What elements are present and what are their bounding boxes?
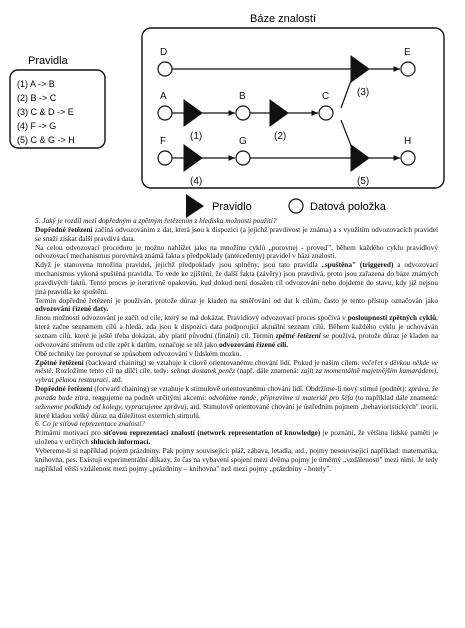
paragraph-text: (forward chaining) se vztahuje k stimulově orientovanému chování lidí. Obdržíme-li nový stimul (podnět): — [92, 384, 409, 394]
rule-2: (2) B -> C — [17, 93, 57, 103]
paragraph-text: Když je stanovena množina pravidel, jejichž předpoklady jsou splněny, jsou tato pravidla „ — [35, 260, 325, 270]
rule-label-5: (5) — [357, 176, 370, 187]
example-text: sehnat dostatek peněz — [170, 366, 235, 376]
rules-title: Pravidla — [28, 55, 68, 67]
term-clusters: shlucích informací. — [90, 437, 151, 447]
paragraph-text: a odvozovací mechanismus vykoná spuštěná pravidla. To vede ke zjištění, že další fakta (závěry) jsou pravdivá, proto jsou zařazena do báze známých pravdivých faktů. Tento proces je iterativně opakován, kud dokud není dosažen cíl odvozování nebo dojdeme do stavu, kdy již nejsou jiná pravidla ke spuštění. — [35, 260, 438, 296]
rule-label-2: (2) — [274, 131, 287, 142]
legend-rule-label: Pravidlo — [212, 201, 252, 213]
paragraph-forward-definition — [35, 226, 438, 244]
rule-1: (1) A -> B — [17, 79, 55, 89]
example-text: ), vybrat pěknou restauraci, — [35, 366, 439, 385]
node-a — [158, 106, 172, 120]
paragraph-holidays: Vybereme-li si například pojem prázdniny. Pak pojmy související: pláž, zábava, letadla, atd., pojmy nesouvisející například: matematika, knihovna, pes. Existují experimentální důkazy, že čas na vybavení spojení mezi dvěma pojmy je úměrný „vzdálenosti" mezi nimi. Je tedy například větší vzdálenost mezi pojmy „prázdniny – knihovna" než mezi pojmy „prázdniny - hotely". — [35, 445, 438, 473]
example-text: večeřet s děvkou někde ve městě — [35, 357, 438, 376]
node-g — [236, 151, 250, 165]
example-text: seženeme podklady od kolegy, vypracujeme zprávu — [35, 401, 185, 411]
node-c — [319, 106, 333, 120]
paragraph-text: atd. — [109, 375, 123, 385]
paragraph-text: (backward chaining) se vztahuje k cílově orientovanému chování lidí. Pokud je naším cílem: — [83, 357, 362, 367]
paragraph-text: (např. dále znamená: — [234, 366, 301, 376]
node-h-label: H — [404, 136, 412, 147]
paragraph-forward-example — [35, 385, 438, 420]
paragraph-text: , která začne seznamem cílů a hledá, zda jsou k dispozici data podporující aktuální seznam cílů. Během každého cyklu je uchováván seznam cílů, které je ještě třeba dokázat, aby platil původní (finální) cíl. Termín — [35, 313, 438, 340]
paragraph-network — [35, 429, 438, 447]
knowledge-base-diagram — [0, 0, 465, 218]
node-b — [236, 106, 250, 120]
paragraph-text: je poznání, že většina lidské paměti je uložena v určitých — [35, 428, 438, 447]
paragraph-text: (to například dále znamená: — [353, 392, 438, 402]
paragraph-text: ), atd. Stimulově orientované chování je ústředním pojmem „behavioristických" teorií, které kladou velký důraz na důležitost externích stimulů. — [35, 401, 438, 420]
rule-label-4: (4) — [190, 176, 203, 187]
node-f-label: F — [160, 136, 167, 147]
paragraph-text: se používá, protože důraz je kladen na odvozování směrem od cíle zpět k datům, označuje se též jako — [35, 330, 438, 349]
term-triggered: spuštěna" (triggered) — [324, 260, 394, 270]
question-5: 5. Jaký je rozdíl mezi dopředným a zpětným řetězením z hlediska možnosti použití? — [35, 216, 277, 225]
term-forward-chaining: Dopředné řetězení — [35, 384, 93, 394]
example-text: odvoláme rande, připravíme si materiál pro šéfa — [208, 392, 354, 402]
legend-data-icon — [289, 199, 303, 213]
paragraph-text: Termín dopředné řetězení je používán, protože důraz je kladen na směřování od dat k cílům, často je tento přístup označován jako — [35, 295, 438, 305]
paragraph-text: , reagujeme na podnět určitými akcemi: — [88, 392, 209, 402]
rule-3: (3) C & D -> E — [17, 107, 74, 117]
paragraph-text: Primární motivací pro — [35, 428, 104, 438]
term-backward-chaining: Zpětné řetězení — [35, 357, 84, 367]
term-goal-driven: odvozování řízené cíli. — [218, 339, 289, 349]
node-e-label: E — [404, 47, 411, 58]
paragraph-data-driven — [35, 297, 438, 315]
example-text: zpráva, že porada bude zítra — [35, 384, 439, 402]
term-backward-chaining: zpětné řetězení — [275, 330, 321, 340]
rule-label-1: (1) — [190, 131, 203, 142]
paragraph-cycles: Na celou odvozovací proceduru je možno nahlížet jako na množinu cyklů „porovnej - proveď", během každého cyklu pravidlový odvozovací mechanismus porovnává známá fakta s předpoklady (antecedenty) pravidel v bázi znalostí. — [35, 242, 438, 261]
node-f — [158, 151, 172, 165]
node-d — [158, 62, 172, 76]
term-backward-cycles: posloupnosti zpětných cyklů — [347, 313, 437, 323]
legend-rule-icon — [186, 194, 204, 218]
node-g-label: G — [239, 136, 247, 147]
term-data-driven: odvozování řízené daty. — [35, 304, 109, 314]
node-b-label: B — [239, 91, 246, 102]
rule-5: (5) C & G -> H — [17, 135, 75, 145]
node-d-label: D — [160, 47, 168, 58]
node-h — [401, 151, 415, 165]
question-6: 6. Co je síťová reprezentace znalostí? — [35, 419, 145, 429]
paragraph-triggered — [35, 261, 438, 296]
paragraph-backward — [35, 314, 438, 349]
rule-label-3: (3) — [357, 87, 370, 98]
term-network-representation: síťovou reprezentaci znalostí (network representation of knowledge) — [103, 428, 321, 438]
kb-title: Báze znalostí — [250, 13, 317, 25]
document-text — [35, 217, 438, 473]
example-text: zajít za momentálně majetnějším kamarádem — [300, 366, 434, 376]
node-e — [401, 62, 415, 76]
paragraph-text: Jinou možností odvozování je začít od cíle, který se má dokázat. Pravidlový odvozovací proces spočívá v — [35, 313, 348, 323]
node-a-label: A — [160, 91, 167, 102]
legend-data-label: Datová položka — [310, 201, 386, 213]
term-forward-chaining: Dopředné řetězení — [35, 224, 93, 234]
paragraph-text: . Rozložíme tento cíl na dílčí cíle, tedy: — [51, 366, 171, 376]
node-c-label: C — [322, 91, 330, 102]
paragraph-backward-example — [35, 359, 438, 386]
rule-4: (4) F -> G — [17, 121, 57, 131]
paragraph-brain: Obě techniky lze porovnat se způsobem odvozování v lidském mozku. — [35, 348, 242, 358]
paragraph-text: začíná odvozováním z dat, která jsou k dispozici (a jejichž pravdivost je známa) a s využitím odvozovacích pravidel se snaží získat další pravdivá data. — [35, 224, 438, 243]
